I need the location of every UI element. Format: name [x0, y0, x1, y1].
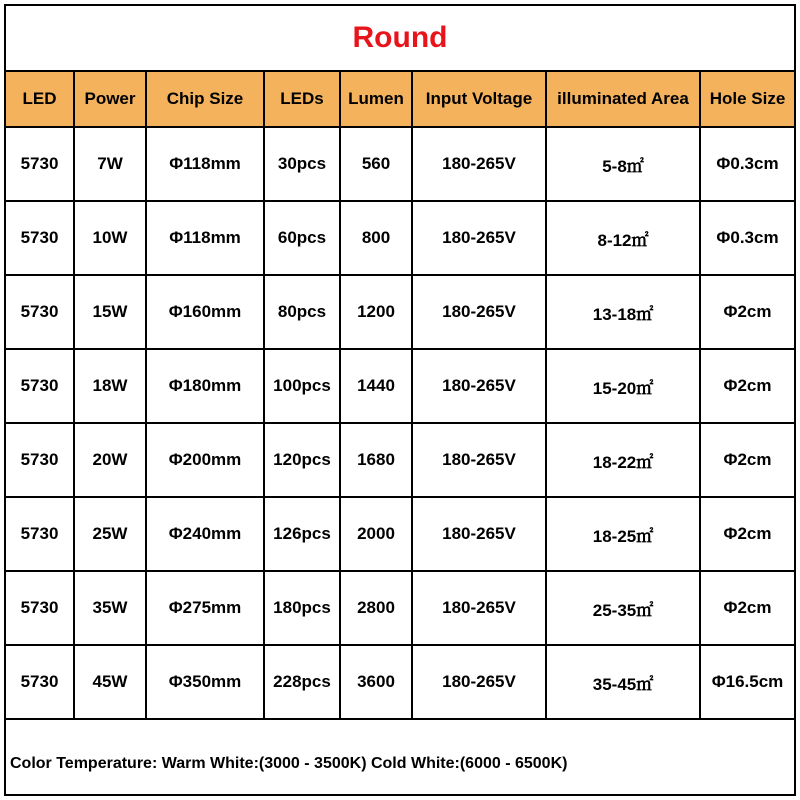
input-voltage-cell: 180-265V — [412, 645, 546, 719]
chip-size-cell: Φ275mm — [146, 571, 264, 645]
header-row — [6, 72, 794, 127]
leds-cell: 30pcs — [264, 127, 340, 201]
input-voltage-cell: 180-265V — [412, 127, 546, 201]
lumen-cell: 560 — [340, 127, 412, 201]
header-input-voltage: Input Voltage — [412, 72, 546, 127]
input-voltage-cell: 180-265V — [412, 571, 546, 645]
led-cell: 5730 — [6, 127, 74, 201]
led-cell: 5730 — [6, 645, 74, 719]
chip-size-cell: Φ160mm — [146, 275, 264, 349]
header-led: LED — [6, 72, 74, 127]
illuminated-area-cell: 25-35㎡ — [546, 571, 700, 645]
table-row — [6, 127, 794, 201]
led-cell: 5730 — [6, 275, 74, 349]
lumen-cell: 1680 — [340, 423, 412, 497]
illuminated-area-cell: 13-18㎡ — [546, 275, 700, 349]
lumen-cell: 1440 — [340, 349, 412, 423]
power-cell: 35W — [74, 571, 146, 645]
table-row — [6, 201, 794, 275]
header-chip-size: Chip Size — [146, 72, 264, 127]
table-row — [6, 349, 794, 423]
input-voltage-cell: 180-265V — [412, 201, 546, 275]
power-cell: 25W — [74, 497, 146, 571]
hole-size-cell: Φ2cm — [700, 275, 794, 349]
input-voltage-cell: 180-265V — [412, 275, 546, 349]
hole-size-cell: Φ2cm — [700, 423, 794, 497]
illuminated-area-cell: 18-25㎡ — [546, 497, 700, 571]
hole-size-cell: Φ0.3cm — [700, 201, 794, 275]
color-temperature-note: Color Temperature: Warm White:(3000 - 3500K) Cold White:(6000 - 6500K) — [10, 755, 568, 772]
power-cell: 10W — [74, 201, 146, 275]
illuminated-area-cell: 18-22㎡ — [546, 423, 700, 497]
chip-size-cell: Φ118mm — [146, 201, 264, 275]
header-illuminated-area: illuminated Area — [546, 72, 700, 127]
chip-size-cell: Φ200mm — [146, 423, 264, 497]
header-hole-size: Hole Size — [700, 72, 794, 127]
leds-cell: 228pcs — [264, 645, 340, 719]
chip-size-cell: Φ240mm — [146, 497, 264, 571]
header-power: Power — [74, 72, 146, 127]
input-voltage-cell: 180-265V — [412, 349, 546, 423]
input-voltage-cell: 180-265V — [412, 423, 546, 497]
power-cell: 20W — [74, 423, 146, 497]
leds-cell: 100pcs — [264, 349, 340, 423]
power-cell: 15W — [74, 275, 146, 349]
input-voltage-cell: 180-265V — [412, 497, 546, 571]
illuminated-area-cell: 5-8㎡ — [546, 127, 700, 201]
illuminated-area-cell: 8-12㎡ — [546, 201, 700, 275]
power-cell: 18W — [74, 349, 146, 423]
leds-cell: 126pcs — [264, 497, 340, 571]
table-row — [6, 275, 794, 349]
power-cell: 45W — [74, 645, 146, 719]
header-lumen: Lumen — [340, 72, 412, 127]
table-row — [6, 423, 794, 497]
spec-table — [6, 72, 794, 720]
led-cell: 5730 — [6, 201, 74, 275]
lumen-cell: 2800 — [340, 571, 412, 645]
chip-size-cell: Φ350mm — [146, 645, 264, 719]
hole-size-cell: Φ2cm — [700, 497, 794, 571]
hole-size-cell: Φ2cm — [700, 571, 794, 645]
led-cell: 5730 — [6, 571, 74, 645]
leds-cell: 60pcs — [264, 201, 340, 275]
leds-cell: 120pcs — [264, 423, 340, 497]
table-row — [6, 645, 794, 719]
sheet-title: Round — [6, 6, 794, 72]
lumen-cell: 1200 — [340, 275, 412, 349]
led-cell: 5730 — [6, 497, 74, 571]
header-leds: LEDs — [264, 72, 340, 127]
chip-size-cell: Φ118mm — [146, 127, 264, 201]
table-row — [6, 571, 794, 645]
table-row — [6, 497, 794, 571]
hole-size-cell: Φ2cm — [700, 349, 794, 423]
illuminated-area-cell: 15-20㎡ — [546, 349, 700, 423]
hole-size-cell: Φ16.5cm — [700, 645, 794, 719]
lumen-cell: 800 — [340, 201, 412, 275]
leds-cell: 180pcs — [264, 571, 340, 645]
led-cell: 5730 — [6, 349, 74, 423]
lumen-cell: 3600 — [340, 645, 412, 719]
led-cell: 5730 — [6, 423, 74, 497]
illuminated-area-cell: 35-45㎡ — [546, 645, 700, 719]
chip-size-cell: Φ180mm — [146, 349, 264, 423]
spec-sheet — [4, 4, 796, 796]
hole-size-cell: Φ0.3cm — [700, 127, 794, 201]
lumen-cell: 2000 — [340, 497, 412, 571]
leds-cell: 80pcs — [264, 275, 340, 349]
power-cell: 7W — [74, 127, 146, 201]
